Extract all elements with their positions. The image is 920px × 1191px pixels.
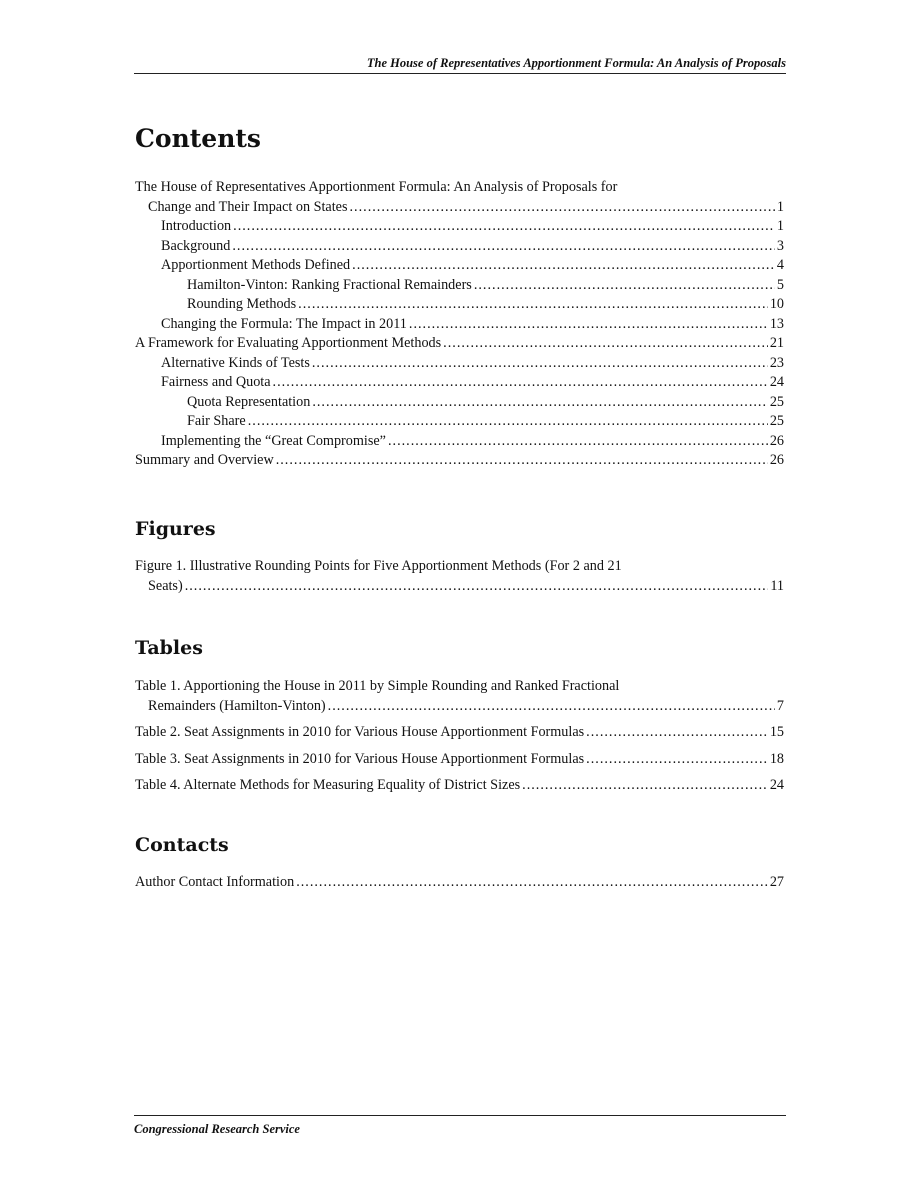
dot-leader — [276, 451, 768, 471]
toc-entry-text: Alternative Kinds of Tests — [161, 354, 310, 371]
toc-page-number: 4 — [776, 257, 784, 273]
toc-entry-text: Rounding Methods — [187, 296, 297, 312]
toc-entry[interactable] — [135, 217, 784, 237]
toc-page-number: 24 — [769, 374, 784, 390]
toc-page-number: 13 — [769, 315, 784, 332]
dot-leader — [388, 432, 768, 452]
contacts-list — [135, 873, 784, 893]
toc-page-number: 1 — [776, 218, 784, 234]
toc-page-number: 25 — [769, 393, 784, 410]
dot-leader — [586, 750, 768, 770]
toc-entry-text: Background — [161, 237, 231, 254]
figures-list — [135, 557, 784, 596]
dot-leader — [350, 198, 775, 218]
toc-page-number: 5 — [776, 276, 784, 293]
dot-leader — [443, 334, 768, 354]
dot-leader — [296, 873, 768, 893]
toc-entry-text: Table 3. Seat Assignments in 2010 for Various House Apportionment Formulas — [135, 750, 585, 767]
contents-title: Contents — [135, 124, 262, 153]
dot-leader — [474, 276, 775, 296]
dot-leader — [298, 295, 768, 315]
toc-entry[interactable] — [135, 393, 784, 413]
toc-page-number: 26 — [769, 432, 784, 449]
toc-entry[interactable] — [135, 697, 784, 717]
toc-entry-text: Apportionment Methods Defined — [161, 257, 351, 273]
toc-entry-text: Hamilton-Vinton: Ranking Fractional Remainders — [187, 276, 472, 293]
toc-page-number: 21 — [769, 335, 784, 351]
tables-title: Tables — [135, 637, 203, 659]
toc-entry-text: Change and Their Impact on States — [148, 198, 348, 215]
toc-page-number: 11 — [770, 577, 784, 594]
toc-entry-text: Remainders (Hamilton-Vinton) — [148, 697, 326, 714]
toc-entry[interactable] — [135, 577, 784, 597]
dot-leader — [233, 217, 775, 237]
contacts-title: Contacts — [135, 834, 229, 856]
toc-page-number: 25 — [769, 413, 784, 429]
toc-page-number: 23 — [769, 354, 784, 371]
toc-entry-text: Introduction — [161, 218, 232, 234]
toc-entry[interactable] — [135, 412, 784, 432]
toc-entry-text[interactable]: The House of Representatives Apportionment Formula: An Analysis of Proposals for — [135, 179, 618, 195]
toc-page-number: 1 — [776, 198, 784, 215]
tables-list — [135, 677, 784, 796]
toc-page-number: 15 — [769, 724, 784, 740]
dot-leader — [328, 697, 775, 717]
toc-page-number: 24 — [769, 777, 784, 793]
toc-page-number: 3 — [776, 237, 784, 254]
toc-entry[interactable] — [135, 256, 784, 276]
dot-leader — [312, 393, 767, 413]
toc-entry[interactable] — [135, 198, 784, 218]
toc-entry[interactable] — [135, 354, 784, 374]
toc-entry[interactable] — [135, 295, 784, 315]
running-header: The House of Representatives Apportionment Formula: An Analysis of Proposals — [134, 56, 786, 74]
toc-entry-text: Table 2. Seat Assignments in 2010 for Various House Apportionment Formulas — [135, 724, 585, 740]
dot-leader — [522, 776, 768, 796]
dot-leader — [409, 315, 768, 335]
toc-entry[interactable] — [135, 723, 784, 743]
toc-entry[interactable] — [135, 432, 784, 452]
figures-title: Figures — [135, 518, 216, 540]
dot-leader — [586, 723, 768, 743]
toc-entry-text: Summary and Overview — [135, 452, 274, 468]
toc-entry-text: Implementing the “Great Compromise” — [161, 432, 386, 449]
dot-leader — [312, 354, 768, 374]
toc-page-number: 18 — [769, 750, 784, 767]
toc-entry-text[interactable]: Figure 1. Illustrative Rounding Points for Five Apportionment Methods (For 2 and 21 — [135, 558, 622, 574]
toc-entry[interactable] — [135, 334, 784, 354]
dot-leader — [185, 577, 769, 597]
toc-entry[interactable] — [135, 315, 784, 335]
dot-leader — [232, 237, 775, 257]
toc-page-number: 7 — [776, 697, 784, 714]
toc-entry[interactable] — [135, 873, 784, 893]
toc-entry[interactable] — [135, 276, 784, 296]
toc-entry-text: Author Contact Information — [135, 874, 295, 890]
toc-entry[interactable] — [135, 451, 784, 471]
toc-entry[interactable] — [135, 373, 784, 393]
toc-entry-text: Changing the Formula: The Impact in 2011 — [161, 315, 407, 332]
dot-leader — [248, 412, 768, 432]
dot-leader — [273, 373, 768, 393]
footer: Congressional Research Service — [134, 1115, 786, 1137]
toc-page-number: 26 — [769, 452, 784, 468]
toc-entry[interactable] — [135, 776, 784, 796]
toc-entry-text: Table 4. Alternate Methods for Measuring Equality of District Sizes — [135, 777, 521, 793]
toc-page-number: 27 — [769, 874, 784, 890]
toc-entry-text[interactable]: Table 1. Apportioning the House in 2011 by Simple Rounding and Ranked Fractional — [135, 678, 620, 694]
toc-entry[interactable] — [135, 237, 784, 257]
contents-list — [135, 178, 784, 471]
toc-entry-text: A Framework for Evaluating Apportionment Methods — [135, 335, 442, 351]
toc-entry-text: Fairness and Quota — [161, 374, 271, 390]
toc-page-number: 10 — [769, 296, 784, 312]
dot-leader — [352, 256, 775, 276]
toc-entry-text: Quota Representation — [187, 393, 311, 410]
toc-entry-text: Seats) — [148, 577, 183, 594]
toc-entry-text: Fair Share — [187, 413, 246, 429]
toc-entry[interactable] — [135, 750, 784, 770]
